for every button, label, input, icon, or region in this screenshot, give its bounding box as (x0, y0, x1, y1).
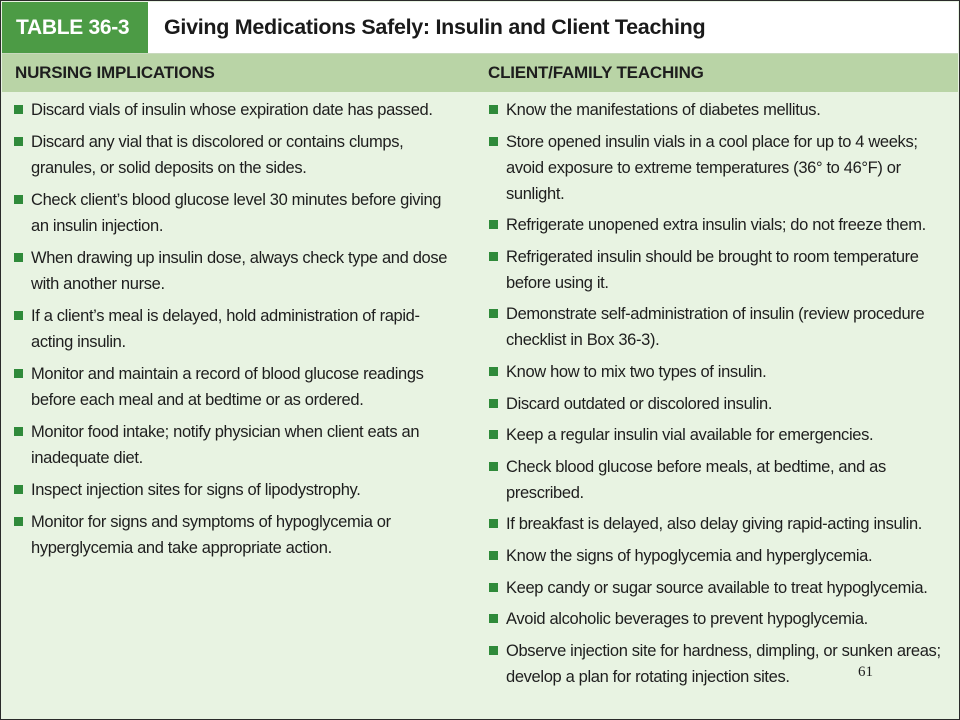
list-item-text: Check client’s blood glucose level 30 minutes before giving an insulin injection. (31, 191, 442, 235)
list-item-text: Keep candy or sugar source available to treat hypoglycemia. (506, 578, 928, 597)
list-item (489, 212, 951, 238)
list-item-text: When drawing up insulin dose, always check type and dose with another nurse. (31, 249, 448, 293)
table-title-bar (2, 2, 958, 54)
square-bullet-icon (489, 519, 498, 528)
list-item (489, 301, 951, 353)
table-title: Giving Medications Safely: Insulin and Client Teaching (164, 15, 706, 39)
square-bullet-icon (14, 105, 23, 114)
square-bullet-icon (14, 517, 23, 526)
list-item (14, 419, 454, 471)
list-item (14, 509, 454, 561)
nursing-implications-list (14, 97, 454, 567)
column-header-row (2, 54, 958, 92)
list-item-text: Monitor for signs and symptoms of hypoglycemia or hyperglycemia and take appropriate action. (31, 513, 391, 557)
list-item (489, 638, 951, 690)
list-item-text: Keep a regular insulin vial available for emergencies. (506, 426, 874, 445)
list-item (489, 97, 951, 123)
list-item-text: If a client’s meal is delayed, hold administration of rapid-acting insulin. (31, 307, 420, 351)
list-item (489, 129, 951, 207)
square-bullet-icon (14, 485, 23, 494)
list-item-text: Discard vials of insulin whose expiration date has passed. (31, 101, 433, 119)
square-bullet-icon (14, 137, 23, 146)
page-number: 61 (858, 664, 873, 680)
list-item-text: Refrigerated insulin should be brought to room temperature before using it. (506, 247, 919, 292)
list-item-text: Refrigerate unopened extra insulin vials; do not freeze them. (506, 216, 926, 235)
square-bullet-icon (489, 137, 498, 146)
list-item-text: Discard outdated or discolored insulin. (506, 394, 773, 413)
list-item (14, 245, 454, 297)
list-item (489, 543, 951, 569)
square-bullet-icon (489, 551, 498, 560)
square-bullet-icon (489, 430, 498, 439)
list-item-text: Check blood glucose before meals, at bedtime, and as prescribed. (506, 457, 886, 502)
square-bullet-icon (489, 220, 498, 229)
list-item (489, 422, 951, 448)
square-bullet-icon (489, 614, 498, 623)
list-item-text: Know how to mix two types of insulin. (506, 362, 767, 381)
list-item-text: Avoid alcoholic beverages to prevent hypoglycemia. (506, 610, 868, 629)
nursing-implications-header: NURSING IMPLICATIONS (15, 63, 215, 82)
list-item-text: Observe injection site for hardness, dimpling, or sunken areas; develop a plan for rotating injection sites. (506, 641, 941, 686)
list-item-text: Inspect injection sites for signs of lipodystrophy. (31, 481, 361, 499)
list-item (14, 361, 454, 413)
square-bullet-icon (489, 252, 498, 261)
list-item-text: If breakfast is delayed, also delay giving rapid-acting insulin. (506, 515, 923, 534)
square-bullet-icon (14, 253, 23, 262)
list-item-text: Demonstrate self-administration of insulin (review procedure checklist in Box 36-3). (506, 305, 925, 350)
list-item (489, 575, 951, 601)
square-bullet-icon (489, 399, 498, 408)
square-bullet-icon (14, 311, 23, 320)
square-bullet-icon (489, 462, 498, 471)
list-item (14, 129, 454, 181)
client-family-teaching-list (489, 97, 951, 695)
list-item (489, 244, 951, 296)
square-bullet-icon (489, 583, 498, 592)
list-item-text: Know the manifestations of diabetes mellitus. (506, 101, 821, 119)
list-item (489, 359, 951, 385)
square-bullet-icon (14, 369, 23, 378)
list-item (14, 187, 454, 239)
list-item-text: Store opened insulin vials in a cool place for up to 4 weeks; avoid exposure to extreme temperatures (36° to 46°F) or sunlight. (506, 132, 918, 203)
list-item-text: Monitor and maintain a record of blood glucose readings before each meal and at bedtime or as ordered. (31, 365, 424, 409)
square-bullet-icon (14, 427, 23, 436)
square-bullet-icon (489, 646, 498, 655)
list-item (489, 606, 951, 632)
list-item (489, 454, 951, 506)
list-item-text: Discard any vial that is discolored or contains clumps, granules, or solid deposits on the sides. (31, 133, 404, 177)
list-item (489, 511, 951, 537)
square-bullet-icon (489, 105, 498, 114)
square-bullet-icon (14, 195, 23, 204)
table-number-tag: TABLE 36-3 (2, 2, 148, 53)
list-item (14, 97, 454, 123)
list-item (14, 303, 454, 355)
list-item (489, 391, 951, 417)
square-bullet-icon (489, 309, 498, 318)
square-bullet-icon (489, 367, 498, 376)
client-family-teaching-header: CLIENT/FAMILY TEACHING (488, 63, 704, 82)
list-item (14, 477, 454, 503)
list-item-text: Monitor food intake; notify physician when client eats an inadequate diet. (31, 423, 420, 467)
list-item-text: Know the signs of hypoglycemia and hyperglycemia. (506, 546, 873, 565)
